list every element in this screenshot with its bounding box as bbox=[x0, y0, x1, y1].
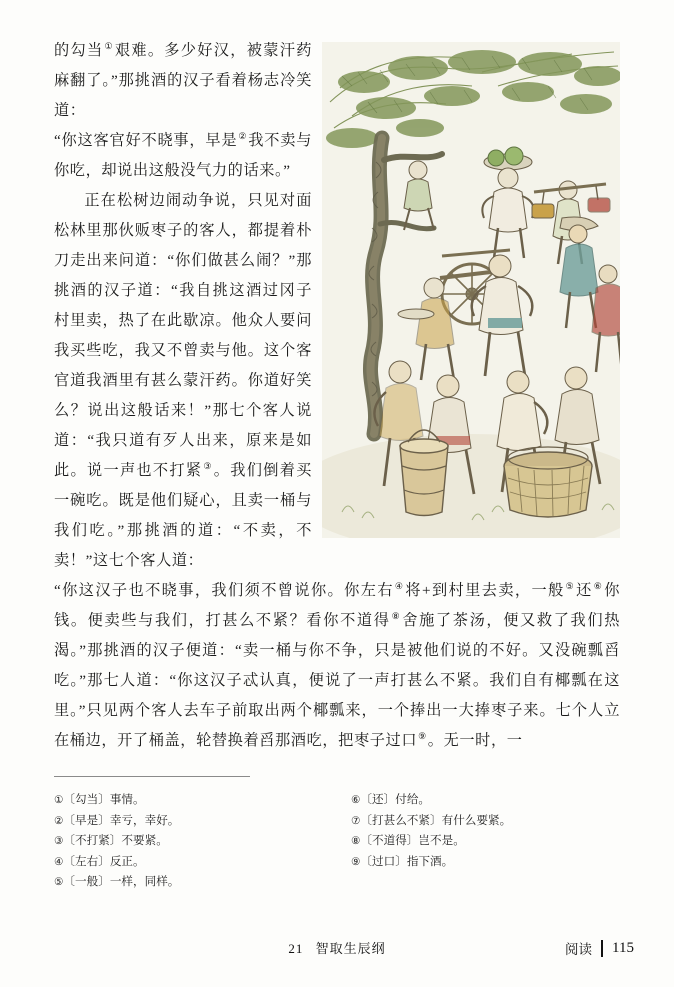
footnote-text: 岂不是。 bbox=[418, 834, 465, 848]
footnote-marker: ⑤ bbox=[565, 580, 576, 591]
page-number: 115 bbox=[612, 939, 634, 956]
footnote-number: ③ bbox=[54, 836, 64, 848]
footnote-item bbox=[351, 790, 620, 811]
footnote-text: 不要紧。 bbox=[121, 834, 168, 848]
footnote-number: ⑧ bbox=[351, 836, 361, 848]
footnote-item bbox=[351, 831, 620, 852]
footnote-marker: ⑨ bbox=[418, 730, 427, 741]
footnote-term: 〔不打紧〕 bbox=[63, 834, 122, 848]
footnote-term: 〔还〕 bbox=[360, 793, 396, 806]
footnote-text: 付给。 bbox=[395, 793, 431, 806]
footnote-number: ② bbox=[54, 815, 64, 827]
footnote-item bbox=[351, 811, 620, 832]
footnote-marker: ⑧ bbox=[391, 610, 402, 621]
chapter-title: 智取生辰纲 bbox=[315, 941, 386, 956]
footnotes-column-right bbox=[337, 790, 620, 872]
footnote-term: 〔不道得〕 bbox=[360, 834, 419, 848]
footnote-marker: ⑥ bbox=[593, 580, 604, 591]
footnote-number: ⑤ bbox=[54, 877, 64, 889]
footnote-item bbox=[54, 872, 337, 893]
footnote-number: ⑨ bbox=[351, 856, 361, 868]
footnote-term: 〔勾当〕 bbox=[63, 793, 110, 806]
footnote-text: 幸亏，幸好。 bbox=[109, 813, 180, 827]
footnote-number: ④ bbox=[54, 856, 64, 868]
footnote-term: 〔过口〕 bbox=[360, 854, 407, 868]
footnotes-block bbox=[54, 790, 620, 893]
body-text-block bbox=[54, 36, 620, 756]
footnote-text: 事情。 bbox=[109, 793, 145, 806]
footnote-item bbox=[54, 831, 337, 852]
paragraph-4: “你这汉子也不晓事，我们须不曾说你。你左右④将+到村里去卖，一般⑤还⑥你钱。便卖些与我们，打甚么不紧？看你不道得⑧舍施了茶汤，便又救了我们热渴。”那挑酒的汉子便道：“卖一桶与你不争，只是被他们说的不好。又没碗瓢舀吃。”那七人道：“你这汉子忒认真，便说了一声打甚么不紧。我们自有椰瓢在这里。”只见两个客人去车子前取出两个椰瓢来，一个捧出一大捧枣子来。七个人立在桶边，开了桶盖，轮替换着舀那酒吃，把枣子过口⑨。无一时，一 bbox=[54, 580, 621, 749]
footnote-marker: ③ bbox=[203, 460, 213, 471]
footnote-divider bbox=[54, 776, 250, 777]
section-label: 阅读 bbox=[565, 942, 593, 957]
paragraph-1: 的勾当①艰难。多少好汉，被蒙汗药麻翻了。”那挑酒的汉子看着杨志冷笑道： bbox=[54, 40, 312, 119]
footnote-term: 〔一般〕 bbox=[63, 875, 110, 889]
footnote-item bbox=[54, 811, 337, 832]
footnote-text: 一样，同样。 bbox=[109, 875, 180, 889]
paragraph-2: “你这客官好不晓事，早是②我不卖与你吃，却说出这般没气力的话来。” bbox=[54, 130, 312, 179]
footnote-term: 〔早是〕 bbox=[63, 813, 110, 827]
footnote-item bbox=[351, 852, 620, 873]
footer-divider-bar bbox=[601, 940, 603, 957]
footnote-text: 有什么要紧。 bbox=[441, 813, 512, 827]
footnotes-column-left bbox=[54, 790, 337, 893]
footnote-term: 〔左右〕 bbox=[63, 854, 110, 868]
footnote-number: ⑥ bbox=[351, 795, 361, 806]
footnote-item bbox=[54, 790, 337, 811]
illustration-svg bbox=[322, 42, 620, 538]
footnote-text: 指下酒。 bbox=[406, 854, 454, 868]
footer-section bbox=[565, 938, 634, 958]
footnote-marker: ④ bbox=[394, 580, 405, 591]
illustration-image bbox=[322, 42, 620, 538]
footnote-text: 反正。 bbox=[109, 854, 145, 868]
footnote-number: ① bbox=[54, 795, 64, 806]
footnote-number: ⑦ bbox=[351, 815, 361, 827]
footnote-item bbox=[54, 852, 337, 873]
footnote-marker: ① bbox=[104, 40, 114, 51]
paragraph-3: 正在松树边闹动争说，只见对面松林里那伙贩枣子的客人，都提着朴刀走出来问道：“你们做甚么闹？”那挑酒的汉子道：“我自挑这酒过冈子村里卖，热了在此歇凉。他众人要问我买些吃，我又不曾卖与他。这个客官道我酒里有甚么蒙汗药。你道好笑么？说出这般话来！”那七个客人说道：“我只道有歹人出来，原来是如此。说一声也不打紧③。我们倒着买一碗吃。既是他们疑心，且卖一桶与我们吃。”那挑酒的道：“不卖，不卖！”这七个客人道： bbox=[54, 192, 312, 569]
chapter-number: 21 bbox=[288, 941, 304, 956]
footnote-term: 〔打甚么不紧〕 bbox=[360, 813, 442, 827]
page-footer bbox=[0, 938, 674, 968]
footnote-marker: ② bbox=[238, 130, 248, 141]
